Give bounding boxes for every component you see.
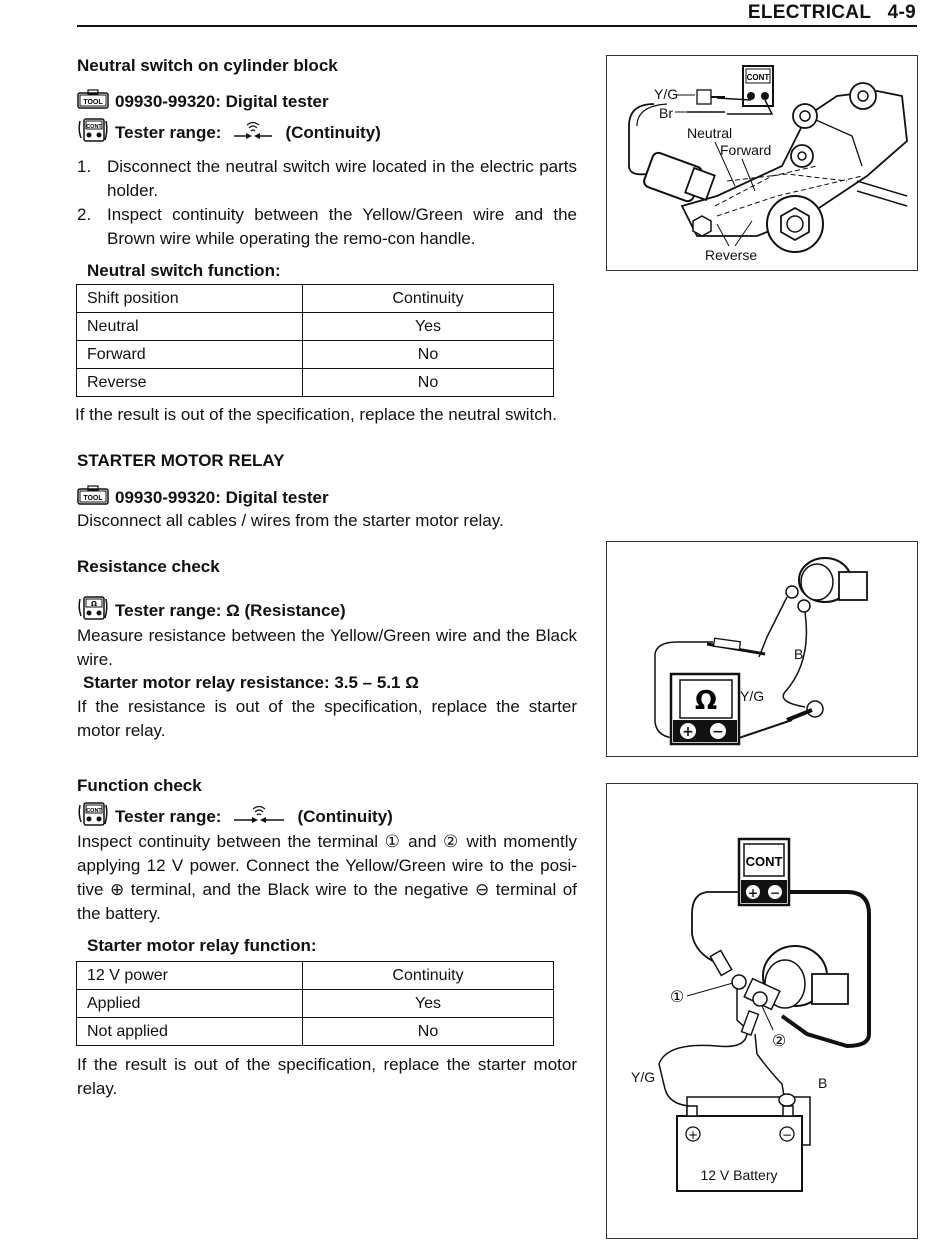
neutral-tool-text: 09930-99320: Digital tester xyxy=(115,91,329,111)
svg-text:Neutral: Neutral xyxy=(687,125,733,141)
resistance-text: Measure resistance between the Yellow/Green wire and the Black wire. xyxy=(77,626,577,669)
function-heading: Function check xyxy=(77,776,202,795)
resistance-note: If the resistance is out of the specification, replace the starter motor relay. xyxy=(77,697,577,740)
svg-text:CONT: CONT xyxy=(746,73,770,82)
svg-text:Y/G: Y/G xyxy=(740,688,765,704)
resistance-spec: Starter motor relay resistance: 3.5 – 5.1 Ω xyxy=(83,673,419,692)
svg-text:TOOL: TOOL xyxy=(83,99,103,106)
svg-text:①: ① xyxy=(669,987,685,1006)
svg-text:+: + xyxy=(687,1128,699,1142)
function-table xyxy=(76,961,554,1046)
svg-text:Ω: Ω xyxy=(694,686,718,716)
svg-text:CONT: CONT xyxy=(86,808,102,814)
svg-text:−: − xyxy=(712,724,724,740)
neutral-switch-figure xyxy=(606,55,918,271)
neutral-note: If the result is out of the specification, replace the neutral switch. xyxy=(75,405,557,424)
svg-text:+: + xyxy=(682,724,694,740)
svg-text:Reverse: Reverse xyxy=(705,247,758,263)
resistance-range-line xyxy=(77,596,346,625)
neutral-tool-line xyxy=(77,89,329,114)
table-row: Neutral Yes xyxy=(77,313,554,341)
svg-text:B: B xyxy=(818,1075,828,1091)
neutral-function-table xyxy=(76,284,554,397)
relay-tool-text: 09930-99320: Digital tester xyxy=(115,487,329,507)
svg-text:②: ② xyxy=(771,1031,787,1050)
continuity-icon xyxy=(233,803,285,830)
svg-text:Ω: Ω xyxy=(91,600,97,608)
svg-text:Y/G: Y/G xyxy=(631,1069,656,1085)
function-figure xyxy=(606,783,918,1239)
table-row: Forward No xyxy=(77,341,554,369)
resistance-range-text: Tester range: Ω (Resistance) xyxy=(115,600,346,620)
function-table-title: Starter motor relay function: xyxy=(87,936,317,955)
svg-text:TOOL: TOOL xyxy=(83,495,103,502)
relay-heading: STARTER MOTOR RELAY xyxy=(77,451,285,470)
tool-icon xyxy=(77,89,109,114)
svg-text:+: + xyxy=(747,886,759,900)
table-row: Applied Yes xyxy=(77,990,554,1018)
continuity-icon xyxy=(233,119,273,146)
svg-text:12 V Battery: 12 V Battery xyxy=(700,1167,778,1183)
tool-icon xyxy=(77,485,109,510)
list-item: 1. Disconnect the neutral switch wire located in the electric parts holder. xyxy=(77,157,577,200)
relay-intro: Disconnect all cables / wires from the starter motor relay. xyxy=(77,511,504,530)
resistance-heading: Resistance check xyxy=(77,557,220,576)
neutral-steps xyxy=(77,155,577,251)
neutral-range-line xyxy=(77,118,381,147)
resistance-figure xyxy=(606,541,918,757)
function-range-value: (Continuity) xyxy=(297,806,393,826)
tester-icon xyxy=(77,802,109,831)
svg-text:−: − xyxy=(781,1128,793,1142)
neutral-table-title: Neutral switch function: xyxy=(87,261,281,280)
svg-text:−: − xyxy=(769,886,781,900)
function-note: If the result is out of the specification, replace the starter motor relay. xyxy=(77,1055,577,1098)
function-range-label: Tester range: xyxy=(115,806,222,826)
function-text: Inspect continuity between the terminal ① and ② with momently applying 12 V power. Connect the Yellow/Green wire to the posi-tive ⊕ terminal, and the Black wire to the negative ⊖ terminal of the battery. xyxy=(77,832,577,923)
neutral-switch-heading: Neutral switch on cylinder block xyxy=(77,56,338,75)
table-row: Not applied No xyxy=(77,1018,554,1046)
neutral-range-value: (Continuity) xyxy=(285,122,381,142)
tester-icon xyxy=(77,118,109,147)
neutral-range-label: Tester range: xyxy=(115,122,222,142)
table-row: Shift position Continuity xyxy=(77,285,554,313)
ohm-tester-icon xyxy=(77,596,109,625)
list-item: 2. Inspect continuity between the Yellow/Green wire and the Brown wire while operating the remo-con handle. xyxy=(77,205,577,248)
svg-text:CONT: CONT xyxy=(745,854,783,869)
table-row: 12 V power Continuity xyxy=(77,962,554,990)
svg-text:CONT: CONT xyxy=(86,124,102,130)
function-range-line xyxy=(77,802,393,831)
relay-tool-line xyxy=(77,485,329,510)
header-rule xyxy=(77,25,917,27)
svg-text:Forward: Forward xyxy=(720,142,772,158)
table-row: Reverse No xyxy=(77,369,554,397)
svg-text:Y/G: Y/G xyxy=(654,86,679,102)
page-header-title: ELECTRICAL 4-9 xyxy=(747,2,916,23)
svg-text:Br: Br xyxy=(659,105,673,121)
svg-text:B: B xyxy=(794,646,804,662)
